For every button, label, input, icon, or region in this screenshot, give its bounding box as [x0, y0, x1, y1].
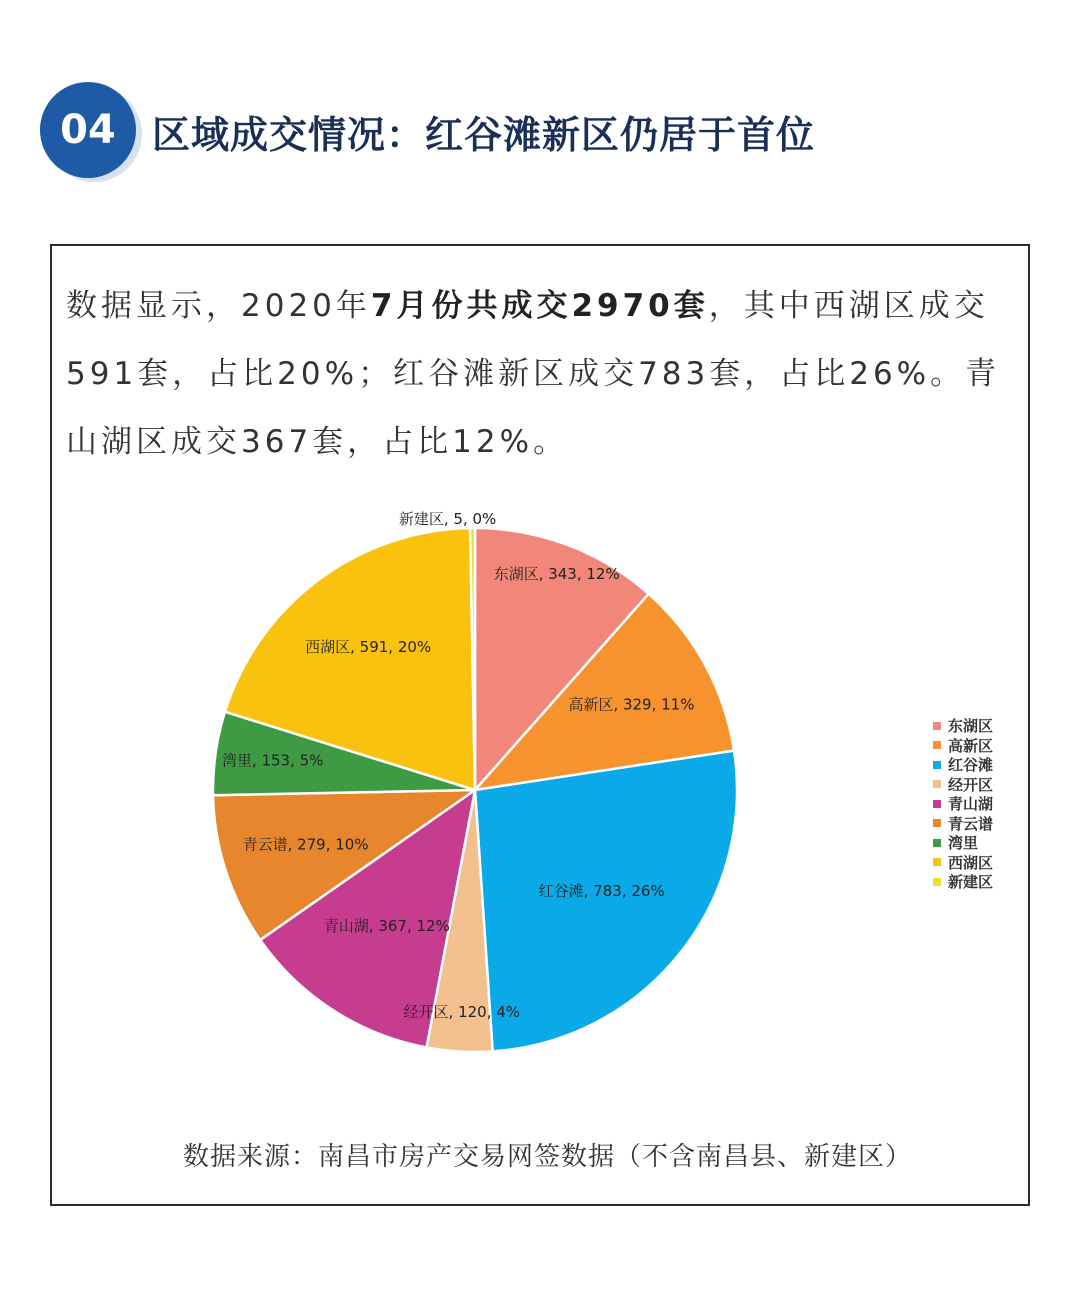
legend-item-gaoxin	[933, 736, 993, 756]
legend-label: 高新区	[948, 736, 994, 755]
legend-swatch	[933, 878, 941, 886]
legend-item-honggutan	[933, 755, 993, 775]
data-label-gaoxin: 高新区, 329, 11%	[568, 695, 695, 714]
section-title: 区域成交情况：红谷滩新区仍居于首位	[152, 113, 816, 157]
data-label-qingyunpu: 青云谱, 279, 10%	[242, 835, 369, 854]
legend-label: 湾里	[948, 834, 979, 853]
legend-label: 青山湖	[948, 795, 994, 814]
data-label-donghu: 东湖区, 343, 12%	[493, 564, 620, 583]
legend-label: 青云谱	[948, 814, 994, 833]
description-highlight: 7月份共成交2970套	[370, 288, 709, 324]
legend-label: 东湖区	[948, 717, 994, 736]
legend-item-xinjian	[933, 872, 993, 892]
legend-swatch	[933, 858, 941, 866]
data-label-honggutan: 红谷滩, 783, 26%	[538, 882, 665, 901]
legend-swatch	[933, 780, 941, 788]
legend-swatch	[933, 722, 941, 730]
legend-swatch	[933, 819, 941, 827]
legend-swatch	[933, 761, 941, 769]
legend-label: 西湖区	[948, 853, 994, 872]
legend-label: 经开区	[948, 775, 994, 794]
data-label-xinjian: 新建区, 5, 0%	[398, 509, 497, 528]
data-label-qingshanhu: 青山湖, 367, 12%	[323, 916, 450, 935]
description-part-1: 数据显示，2020年	[66, 288, 371, 324]
data-label-xihu: 西湖区, 591, 20%	[305, 637, 432, 656]
legend-item-donghu	[933, 716, 993, 736]
chart-legend	[933, 716, 993, 892]
legend-item-qingshanhu	[933, 794, 993, 814]
legend-swatch	[933, 800, 941, 808]
legend-item-wanli	[933, 833, 993, 853]
legend-swatch	[933, 839, 941, 847]
section-number-badge: 04	[40, 82, 136, 178]
description-part-3: ，其中西湖区成交591套，占比20%；红谷滩新区成交783套，占比26%。青山湖区成交367套，占比12%。	[66, 288, 1001, 460]
data-label-jingkai: 经开区, 120, 4%	[403, 1002, 521, 1021]
legend-label: 新建区	[948, 873, 994, 892]
data-source-note: 数据来源：南昌市房产交易网签数据（不含南昌县、新建区）	[183, 1142, 913, 1172]
legend-item-qingyunpu	[933, 814, 993, 834]
data-label-wanli: 湾里, 153, 5%	[221, 751, 324, 770]
legend-item-jingkai	[933, 775, 993, 795]
legend-swatch	[933, 741, 941, 749]
legend-item-xihu	[933, 853, 993, 873]
legend-label: 红谷滩	[948, 756, 994, 775]
